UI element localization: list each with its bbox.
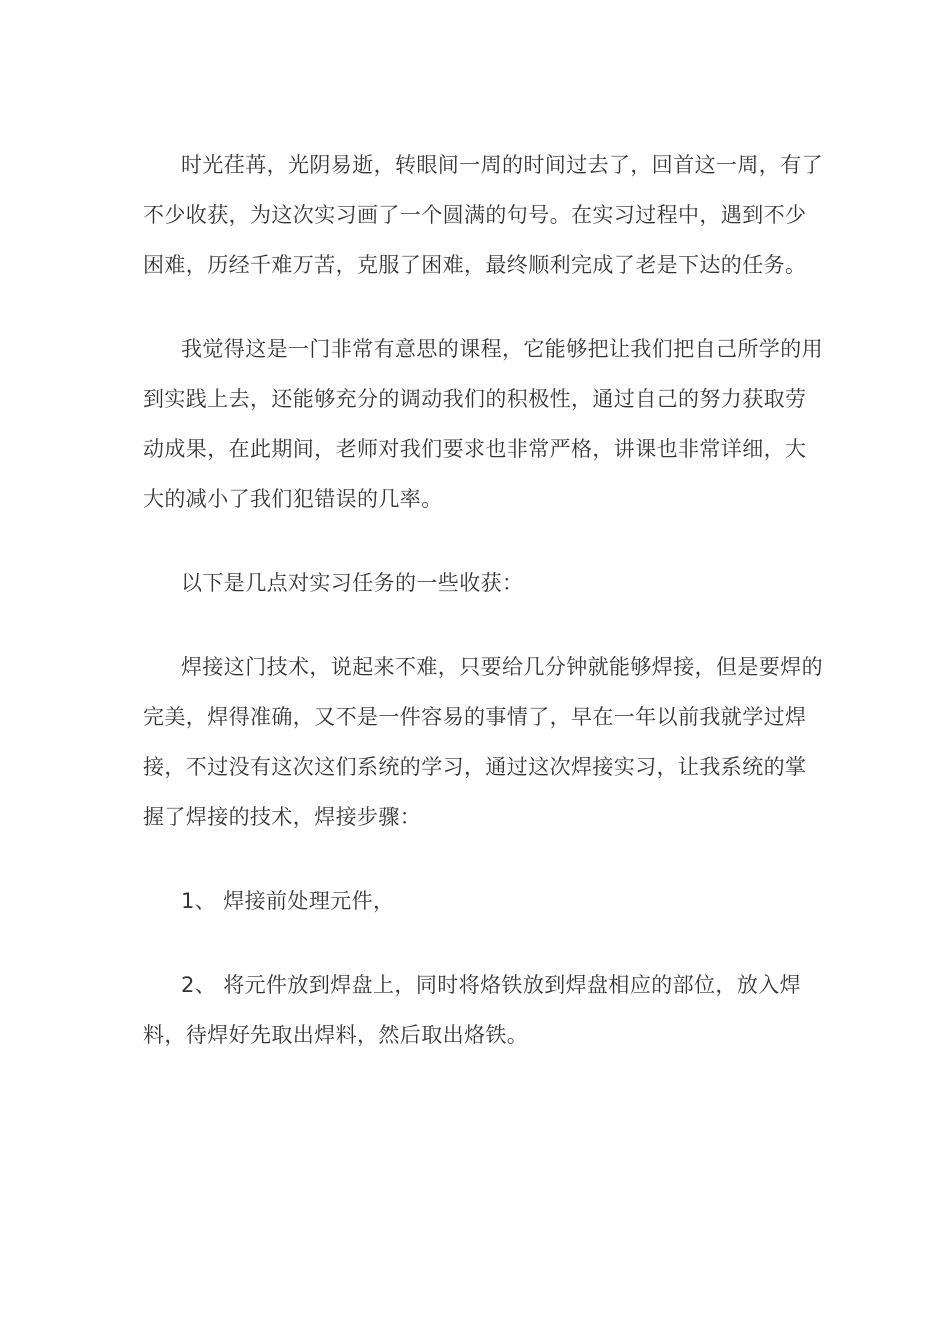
list-item-step-2: 2、 将元件放到焊盘上，同时将烙铁放到焊盘相应的部位，放入焊料，待焊好先取出焊料，然后取出烙铁。 [143,973,802,1047]
paragraph-gains-heading: 以下是几点对实习任务的一些收获： [181,571,524,595]
document-body [143,140,823,1094]
paragraph-intro: 时光荏苒，光阴易逝，转眼间一周的时间过去了，回首这一周，有了不少收获，为这次实习画了一个圆满的句号。在实习过程中，遇到不少困难，历经千难万苦，克服了困难，最终顺利完成了老是下达的任务。 [143,153,823,277]
paragraph-course-opinion: 我觉得这是一门非常有意思的课程，它能够把让我们把自己所学的用到实践上去，还能够充分的调动我们的积极性，通过自己的努力获取劳动成果，在此期间，老师对我们要求也非常严格，讲课也非常详细，大大的减小了我们犯错误的几率。 [143,337,823,511]
list-item-step-1: 1、 焊接前处理元件， [181,889,395,913]
paragraph-welding: 焊接这门技术，说起来不难，只要给几分钟就能够焊接，但是要焊的完美，焊得准确，又不是一件容易的事情了，早在一年以前我就学过焊接，不过没有这次这们系统的学习，通过这次焊接实习，让我系统的掌握了焊接的技术，焊接步骤： [143,655,823,829]
